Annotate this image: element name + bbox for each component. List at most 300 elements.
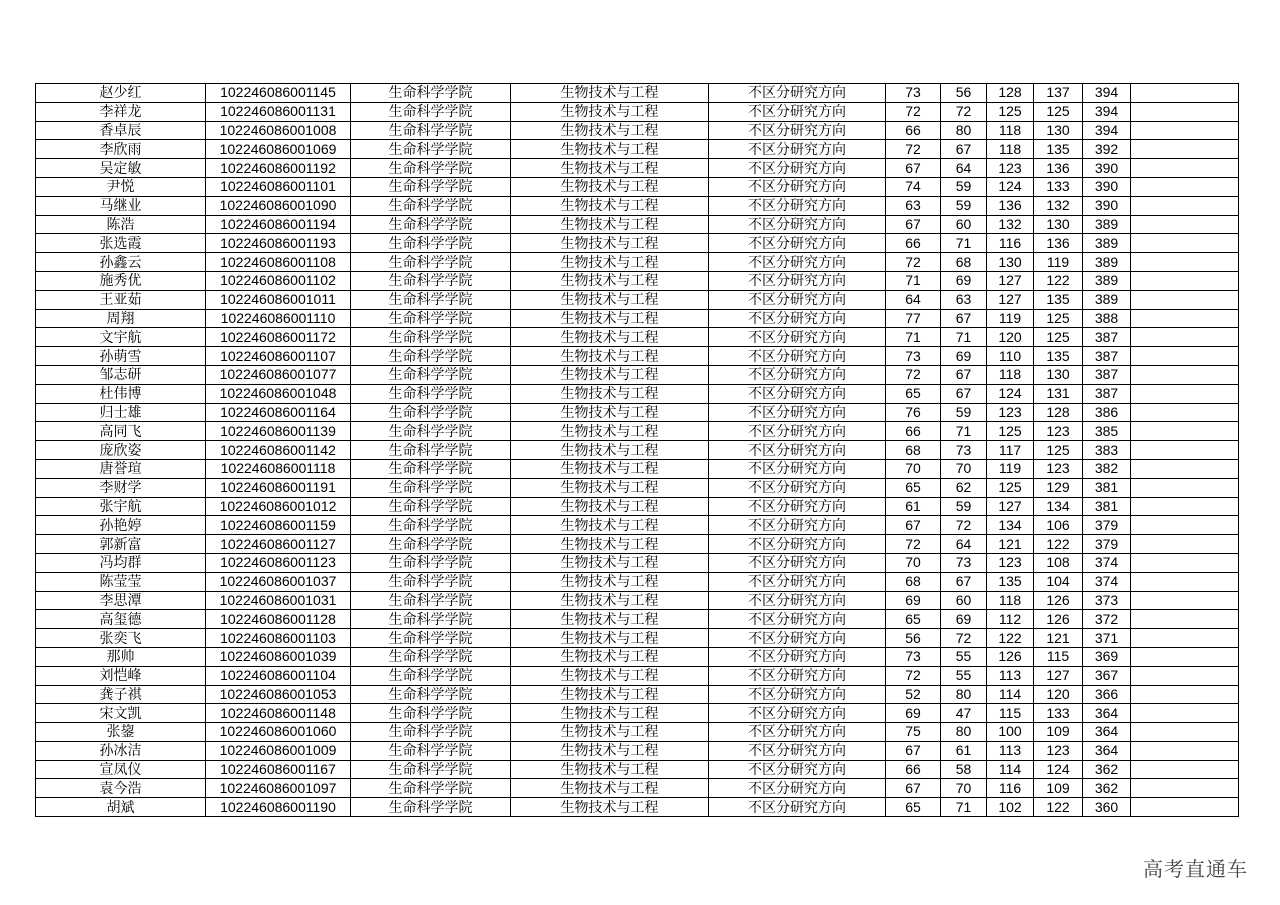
cell-score-politics: 66 bbox=[886, 121, 941, 140]
cell-score-total: 390 bbox=[1083, 159, 1131, 178]
cell-score-subject-1: 100 bbox=[987, 723, 1034, 742]
cell-name: 李祥龙 bbox=[36, 102, 206, 121]
cell-exam-id: 102246086001145 bbox=[206, 84, 351, 103]
cell-college: 生命科学学院 bbox=[351, 741, 511, 760]
cell-name: 周翔 bbox=[36, 309, 206, 328]
cell-college: 生命科学学院 bbox=[351, 516, 511, 535]
table-row bbox=[36, 666, 1239, 685]
table-row bbox=[36, 478, 1239, 497]
table-row bbox=[36, 234, 1239, 253]
cell-score-total: 394 bbox=[1083, 84, 1131, 103]
cell-direction: 不区分研究方向 bbox=[709, 196, 886, 215]
cell-score-total: 390 bbox=[1083, 196, 1131, 215]
cell-remarks bbox=[1131, 629, 1239, 648]
cell-major: 生物技术与工程 bbox=[511, 685, 709, 704]
cell-score-foreign-language: 80 bbox=[941, 723, 987, 742]
cell-remarks bbox=[1131, 328, 1239, 347]
cell-score-subject-2: 137 bbox=[1034, 84, 1083, 103]
cell-score-total: 385 bbox=[1083, 422, 1131, 441]
cell-score-total: 373 bbox=[1083, 591, 1131, 610]
cell-score-politics: 68 bbox=[886, 441, 941, 460]
cell-major: 生物技术与工程 bbox=[511, 234, 709, 253]
table-row bbox=[36, 610, 1239, 629]
cell-name: 尹悦 bbox=[36, 177, 206, 196]
cell-score-subject-2: 123 bbox=[1034, 459, 1083, 478]
cell-score-subject-1: 125 bbox=[987, 478, 1034, 497]
cell-score-total: 389 bbox=[1083, 215, 1131, 234]
cell-score-foreign-language: 47 bbox=[941, 704, 987, 723]
cell-remarks bbox=[1131, 365, 1239, 384]
cell-college: 生命科学学院 bbox=[351, 234, 511, 253]
cell-college: 生命科学学院 bbox=[351, 629, 511, 648]
cell-exam-id: 102246086001097 bbox=[206, 779, 351, 798]
cell-score-subject-2: 122 bbox=[1034, 798, 1083, 817]
cell-major: 生物技术与工程 bbox=[511, 328, 709, 347]
cell-remarks bbox=[1131, 271, 1239, 290]
cell-college: 生命科学学院 bbox=[351, 215, 511, 234]
cell-score-subject-2: 133 bbox=[1034, 177, 1083, 196]
cell-name: 李欣雨 bbox=[36, 140, 206, 159]
cell-direction: 不区分研究方向 bbox=[709, 441, 886, 460]
cell-score-subject-2: 108 bbox=[1034, 553, 1083, 572]
cell-major: 生物技术与工程 bbox=[511, 629, 709, 648]
cell-score-total: 362 bbox=[1083, 779, 1131, 798]
table-row bbox=[36, 591, 1239, 610]
cell-exam-id: 102246086001008 bbox=[206, 121, 351, 140]
cell-score-foreign-language: 67 bbox=[941, 140, 987, 159]
cell-major: 生物技术与工程 bbox=[511, 647, 709, 666]
cell-score-politics: 61 bbox=[886, 497, 941, 516]
cell-score-subject-2: 125 bbox=[1034, 328, 1083, 347]
cell-score-total: 383 bbox=[1083, 441, 1131, 460]
cell-score-foreign-language: 62 bbox=[941, 478, 987, 497]
cell-college: 生命科学学院 bbox=[351, 328, 511, 347]
cell-name: 郭新富 bbox=[36, 535, 206, 554]
table-row bbox=[36, 271, 1239, 290]
cell-exam-id: 102246086001104 bbox=[206, 666, 351, 685]
cell-college: 生命科学学院 bbox=[351, 760, 511, 779]
cell-score-foreign-language: 72 bbox=[941, 629, 987, 648]
cell-direction: 不区分研究方向 bbox=[709, 177, 886, 196]
cell-score-total: 364 bbox=[1083, 704, 1131, 723]
cell-remarks bbox=[1131, 215, 1239, 234]
cell-direction: 不区分研究方向 bbox=[709, 403, 886, 422]
cell-college: 生命科学学院 bbox=[351, 84, 511, 103]
cell-name: 张宇航 bbox=[36, 497, 206, 516]
cell-exam-id: 102246086001053 bbox=[206, 685, 351, 704]
cell-score-subject-2: 130 bbox=[1034, 365, 1083, 384]
cell-direction: 不区分研究方向 bbox=[709, 215, 886, 234]
cell-score-foreign-language: 67 bbox=[941, 309, 987, 328]
watermark: 高考直通车 bbox=[1143, 857, 1248, 881]
cell-score-foreign-language: 60 bbox=[941, 215, 987, 234]
cell-name: 施秀优 bbox=[36, 271, 206, 290]
cell-score-politics: 56 bbox=[886, 629, 941, 648]
cell-name: 香卓辰 bbox=[36, 121, 206, 140]
cell-exam-id: 102246086001009 bbox=[206, 741, 351, 760]
cell-direction: 不区分研究方向 bbox=[709, 271, 886, 290]
cell-exam-id: 102246086001128 bbox=[206, 610, 351, 629]
cell-remarks bbox=[1131, 685, 1239, 704]
cell-score-subject-2: 134 bbox=[1034, 497, 1083, 516]
cell-score-subject-2: 125 bbox=[1034, 441, 1083, 460]
cell-score-subject-1: 125 bbox=[987, 422, 1034, 441]
table-row bbox=[36, 309, 1239, 328]
cell-major: 生物技术与工程 bbox=[511, 535, 709, 554]
cell-score-total: 389 bbox=[1083, 290, 1131, 309]
cell-exam-id: 102246086001077 bbox=[206, 365, 351, 384]
cell-score-subject-2: 135 bbox=[1034, 347, 1083, 366]
cell-score-foreign-language: 58 bbox=[941, 760, 987, 779]
cell-college: 生命科学学院 bbox=[351, 347, 511, 366]
table-row bbox=[36, 685, 1239, 704]
cell-major: 生物技术与工程 bbox=[511, 159, 709, 178]
cell-score-subject-2: 135 bbox=[1034, 140, 1083, 159]
cell-college: 生命科学学院 bbox=[351, 121, 511, 140]
cell-score-subject-2: 124 bbox=[1034, 760, 1083, 779]
cell-major: 生物技术与工程 bbox=[511, 84, 709, 103]
cell-score-foreign-language: 72 bbox=[941, 516, 987, 535]
cell-major: 生物技术与工程 bbox=[511, 704, 709, 723]
cell-score-total: 366 bbox=[1083, 685, 1131, 704]
cell-remarks bbox=[1131, 177, 1239, 196]
table-row bbox=[36, 159, 1239, 178]
cell-exam-id: 102246086001102 bbox=[206, 271, 351, 290]
cell-score-foreign-language: 60 bbox=[941, 591, 987, 610]
cell-major: 生物技术与工程 bbox=[511, 384, 709, 403]
cell-score-foreign-language: 55 bbox=[941, 666, 987, 685]
cell-score-total: 387 bbox=[1083, 384, 1131, 403]
cell-score-politics: 77 bbox=[886, 309, 941, 328]
cell-score-subject-2: 119 bbox=[1034, 253, 1083, 272]
cell-score-total: 382 bbox=[1083, 459, 1131, 478]
cell-remarks bbox=[1131, 572, 1239, 591]
cell-college: 生命科学学院 bbox=[351, 666, 511, 685]
cell-score-subject-1: 130 bbox=[987, 253, 1034, 272]
cell-score-subject-2: 130 bbox=[1034, 215, 1083, 234]
cell-remarks bbox=[1131, 384, 1239, 403]
cell-remarks bbox=[1131, 760, 1239, 779]
cell-score-foreign-language: 73 bbox=[941, 441, 987, 460]
cell-exam-id: 102246086001191 bbox=[206, 478, 351, 497]
cell-name: 张奕飞 bbox=[36, 629, 206, 648]
cell-score-subject-1: 118 bbox=[987, 121, 1034, 140]
cell-exam-id: 102246086001048 bbox=[206, 384, 351, 403]
table-row bbox=[36, 121, 1239, 140]
cell-remarks bbox=[1131, 196, 1239, 215]
cell-college: 生命科学学院 bbox=[351, 403, 511, 422]
table-row bbox=[36, 572, 1239, 591]
cell-score-subject-1: 117 bbox=[987, 441, 1034, 460]
cell-score-total: 387 bbox=[1083, 347, 1131, 366]
cell-score-politics: 75 bbox=[886, 723, 941, 742]
cell-exam-id: 102246086001103 bbox=[206, 629, 351, 648]
cell-remarks bbox=[1131, 798, 1239, 817]
cell-score-subject-1: 128 bbox=[987, 84, 1034, 103]
cell-score-subject-2: 128 bbox=[1034, 403, 1083, 422]
cell-score-subject-1: 134 bbox=[987, 516, 1034, 535]
cell-score-subject-1: 125 bbox=[987, 102, 1034, 121]
cell-major: 生物技术与工程 bbox=[511, 121, 709, 140]
cell-score-subject-1: 127 bbox=[987, 497, 1034, 516]
cell-exam-id: 102246086001193 bbox=[206, 234, 351, 253]
cell-score-subject-1: 116 bbox=[987, 234, 1034, 253]
cell-college: 生命科学学院 bbox=[351, 159, 511, 178]
cell-direction: 不区分研究方向 bbox=[709, 516, 886, 535]
cell-score-politics: 65 bbox=[886, 798, 941, 817]
cell-direction: 不区分研究方向 bbox=[709, 384, 886, 403]
table-row bbox=[36, 253, 1239, 272]
cell-exam-id: 102246086001107 bbox=[206, 347, 351, 366]
cell-major: 生物技术与工程 bbox=[511, 102, 709, 121]
cell-score-foreign-language: 71 bbox=[941, 234, 987, 253]
table-row bbox=[36, 723, 1239, 742]
cell-score-foreign-language: 70 bbox=[941, 779, 987, 798]
cell-major: 生物技术与工程 bbox=[511, 347, 709, 366]
cell-exam-id: 102246086001190 bbox=[206, 798, 351, 817]
table-row bbox=[36, 629, 1239, 648]
cell-name: 胡斌 bbox=[36, 798, 206, 817]
cell-score-subject-2: 127 bbox=[1034, 666, 1083, 685]
cell-exam-id: 102246086001011 bbox=[206, 290, 351, 309]
cell-score-total: 387 bbox=[1083, 365, 1131, 384]
cell-remarks bbox=[1131, 704, 1239, 723]
cell-score-total: 372 bbox=[1083, 610, 1131, 629]
cell-score-politics: 65 bbox=[886, 384, 941, 403]
cell-direction: 不区分研究方向 bbox=[709, 347, 886, 366]
cell-score-total: 390 bbox=[1083, 177, 1131, 196]
cell-score-foreign-language: 71 bbox=[941, 328, 987, 347]
cell-major: 生物技术与工程 bbox=[511, 253, 709, 272]
cell-score-subject-2: 123 bbox=[1034, 741, 1083, 760]
cell-score-foreign-language: 59 bbox=[941, 403, 987, 422]
cell-score-foreign-language: 69 bbox=[941, 271, 987, 290]
cell-direction: 不区分研究方向 bbox=[709, 553, 886, 572]
cell-score-politics: 66 bbox=[886, 422, 941, 441]
cell-score-subject-1: 102 bbox=[987, 798, 1034, 817]
cell-name: 陈莹莹 bbox=[36, 572, 206, 591]
cell-exam-id: 102246086001012 bbox=[206, 497, 351, 516]
cell-direction: 不区分研究方向 bbox=[709, 629, 886, 648]
cell-name: 陈浩 bbox=[36, 215, 206, 234]
cell-college: 生命科学学院 bbox=[351, 572, 511, 591]
cell-direction: 不区分研究方向 bbox=[709, 741, 886, 760]
cell-score-total: 392 bbox=[1083, 140, 1131, 159]
cell-remarks bbox=[1131, 403, 1239, 422]
cell-exam-id: 102246086001123 bbox=[206, 553, 351, 572]
cell-score-foreign-language: 68 bbox=[941, 253, 987, 272]
cell-remarks bbox=[1131, 516, 1239, 535]
cell-score-subject-1: 119 bbox=[987, 459, 1034, 478]
cell-score-subject-1: 121 bbox=[987, 535, 1034, 554]
cell-score-subject-2: 131 bbox=[1034, 384, 1083, 403]
cell-score-subject-1: 110 bbox=[987, 347, 1034, 366]
cell-score-subject-1: 126 bbox=[987, 647, 1034, 666]
cell-college: 生命科学学院 bbox=[351, 271, 511, 290]
cell-score-politics: 72 bbox=[886, 102, 941, 121]
cell-score-total: 364 bbox=[1083, 723, 1131, 742]
cell-remarks bbox=[1131, 779, 1239, 798]
cell-college: 生命科学学院 bbox=[351, 591, 511, 610]
cell-direction: 不区分研究方向 bbox=[709, 610, 886, 629]
cell-score-subject-2: 133 bbox=[1034, 704, 1083, 723]
cell-direction: 不区分研究方向 bbox=[709, 121, 886, 140]
cell-direction: 不区分研究方向 bbox=[709, 478, 886, 497]
cell-exam-id: 102246086001090 bbox=[206, 196, 351, 215]
cell-remarks bbox=[1131, 459, 1239, 478]
cell-score-foreign-language: 71 bbox=[941, 422, 987, 441]
cell-score-politics: 73 bbox=[886, 347, 941, 366]
cell-exam-id: 102246086001164 bbox=[206, 403, 351, 422]
cell-exam-id: 102246086001192 bbox=[206, 159, 351, 178]
cell-score-subject-1: 118 bbox=[987, 140, 1034, 159]
cell-college: 生命科学学院 bbox=[351, 535, 511, 554]
cell-major: 生物技术与工程 bbox=[511, 798, 709, 817]
cell-remarks bbox=[1131, 647, 1239, 666]
cell-name: 宣凤仪 bbox=[36, 760, 206, 779]
cell-score-subject-2: 106 bbox=[1034, 516, 1083, 535]
cell-score-subject-1: 113 bbox=[987, 741, 1034, 760]
table-row bbox=[36, 290, 1239, 309]
cell-score-foreign-language: 59 bbox=[941, 196, 987, 215]
table-row bbox=[36, 760, 1239, 779]
cell-college: 生命科学学院 bbox=[351, 365, 511, 384]
cell-score-politics: 71 bbox=[886, 328, 941, 347]
cell-direction: 不区分研究方向 bbox=[709, 159, 886, 178]
cell-college: 生命科学学院 bbox=[351, 309, 511, 328]
cell-exam-id: 102246086001108 bbox=[206, 253, 351, 272]
cell-name: 龚子祺 bbox=[36, 685, 206, 704]
cell-remarks bbox=[1131, 441, 1239, 460]
cell-score-politics: 66 bbox=[886, 234, 941, 253]
cell-score-foreign-language: 73 bbox=[941, 553, 987, 572]
table-row bbox=[36, 553, 1239, 572]
cell-score-politics: 72 bbox=[886, 666, 941, 685]
cell-direction: 不区分研究方向 bbox=[709, 84, 886, 103]
cell-remarks bbox=[1131, 140, 1239, 159]
cell-score-subject-1: 122 bbox=[987, 629, 1034, 648]
cell-score-politics: 67 bbox=[886, 159, 941, 178]
cell-direction: 不区分研究方向 bbox=[709, 591, 886, 610]
cell-name: 孙艳婷 bbox=[36, 516, 206, 535]
cell-college: 生命科学学院 bbox=[351, 497, 511, 516]
cell-name: 孙冰洁 bbox=[36, 741, 206, 760]
cell-college: 生命科学学院 bbox=[351, 647, 511, 666]
cell-score-politics: 70 bbox=[886, 553, 941, 572]
cell-name: 冯均群 bbox=[36, 553, 206, 572]
cell-exam-id: 102246086001139 bbox=[206, 422, 351, 441]
cell-score-foreign-language: 69 bbox=[941, 347, 987, 366]
cell-score-subject-2: 129 bbox=[1034, 478, 1083, 497]
cell-score-politics: 67 bbox=[886, 516, 941, 535]
cell-score-politics: 71 bbox=[886, 271, 941, 290]
cell-score-subject-1: 132 bbox=[987, 215, 1034, 234]
cell-score-subject-2: 120 bbox=[1034, 685, 1083, 704]
cell-remarks bbox=[1131, 610, 1239, 629]
cell-direction: 不区分研究方向 bbox=[709, 309, 886, 328]
cell-major: 生物技术与工程 bbox=[511, 553, 709, 572]
cell-major: 生物技术与工程 bbox=[511, 760, 709, 779]
table-row bbox=[36, 215, 1239, 234]
cell-score-foreign-language: 67 bbox=[941, 572, 987, 591]
cell-score-total: 360 bbox=[1083, 798, 1131, 817]
cell-score-subject-1: 127 bbox=[987, 290, 1034, 309]
cell-score-politics: 63 bbox=[886, 196, 941, 215]
cell-score-foreign-language: 71 bbox=[941, 798, 987, 817]
table-row bbox=[36, 102, 1239, 121]
cell-score-subject-1: 124 bbox=[987, 177, 1034, 196]
cell-score-total: 379 bbox=[1083, 516, 1131, 535]
cell-score-subject-1: 119 bbox=[987, 309, 1034, 328]
cell-major: 生物技术与工程 bbox=[511, 365, 709, 384]
cell-score-foreign-language: 80 bbox=[941, 121, 987, 140]
cell-score-politics: 65 bbox=[886, 610, 941, 629]
cell-score-subject-1: 127 bbox=[987, 271, 1034, 290]
cell-score-total: 374 bbox=[1083, 572, 1131, 591]
cell-major: 生物技术与工程 bbox=[511, 140, 709, 159]
cell-score-subject-2: 126 bbox=[1034, 610, 1083, 629]
cell-major: 生物技术与工程 bbox=[511, 741, 709, 760]
cell-score-subject-1: 123 bbox=[987, 403, 1034, 422]
cell-exam-id: 102246086001167 bbox=[206, 760, 351, 779]
cell-name: 李财学 bbox=[36, 478, 206, 497]
cell-score-politics: 67 bbox=[886, 741, 941, 760]
cell-college: 生命科学学院 bbox=[351, 140, 511, 159]
cell-college: 生命科学学院 bbox=[351, 553, 511, 572]
cell-score-politics: 74 bbox=[886, 177, 941, 196]
cell-exam-id: 102246086001037 bbox=[206, 572, 351, 591]
cell-name: 唐誉瑄 bbox=[36, 459, 206, 478]
cell-exam-id: 102246086001172 bbox=[206, 328, 351, 347]
cell-score-foreign-language: 56 bbox=[941, 84, 987, 103]
cell-score-politics: 70 bbox=[886, 459, 941, 478]
cell-score-subject-2: 136 bbox=[1034, 234, 1083, 253]
cell-score-subject-1: 114 bbox=[987, 760, 1034, 779]
cell-name: 文宇航 bbox=[36, 328, 206, 347]
cell-direction: 不区分研究方向 bbox=[709, 798, 886, 817]
score-table bbox=[35, 83, 1239, 817]
cell-name: 马继业 bbox=[36, 196, 206, 215]
cell-score-politics: 65 bbox=[886, 478, 941, 497]
cell-name: 那帅 bbox=[36, 647, 206, 666]
cell-remarks bbox=[1131, 159, 1239, 178]
cell-score-foreign-language: 55 bbox=[941, 647, 987, 666]
cell-name: 高玺德 bbox=[36, 610, 206, 629]
cell-direction: 不区分研究方向 bbox=[709, 140, 886, 159]
cell-name: 王亚茹 bbox=[36, 290, 206, 309]
cell-score-subject-1: 116 bbox=[987, 779, 1034, 798]
cell-score-foreign-language: 80 bbox=[941, 685, 987, 704]
table-row bbox=[36, 365, 1239, 384]
cell-major: 生物技术与工程 bbox=[511, 290, 709, 309]
cell-score-subject-2: 121 bbox=[1034, 629, 1083, 648]
cell-name: 吴定敏 bbox=[36, 159, 206, 178]
cell-score-subject-2: 136 bbox=[1034, 159, 1083, 178]
cell-college: 生命科学学院 bbox=[351, 610, 511, 629]
cell-score-total: 379 bbox=[1083, 535, 1131, 554]
table-row bbox=[36, 647, 1239, 666]
cell-remarks bbox=[1131, 741, 1239, 760]
cell-score-subject-2: 115 bbox=[1034, 647, 1083, 666]
cell-score-subject-2: 123 bbox=[1034, 422, 1083, 441]
cell-major: 生物技术与工程 bbox=[511, 215, 709, 234]
cell-score-subject-1: 118 bbox=[987, 365, 1034, 384]
cell-score-total: 371 bbox=[1083, 629, 1131, 648]
cell-major: 生物技术与工程 bbox=[511, 403, 709, 422]
cell-major: 生物技术与工程 bbox=[511, 271, 709, 290]
cell-college: 生命科学学院 bbox=[351, 478, 511, 497]
cell-remarks bbox=[1131, 234, 1239, 253]
